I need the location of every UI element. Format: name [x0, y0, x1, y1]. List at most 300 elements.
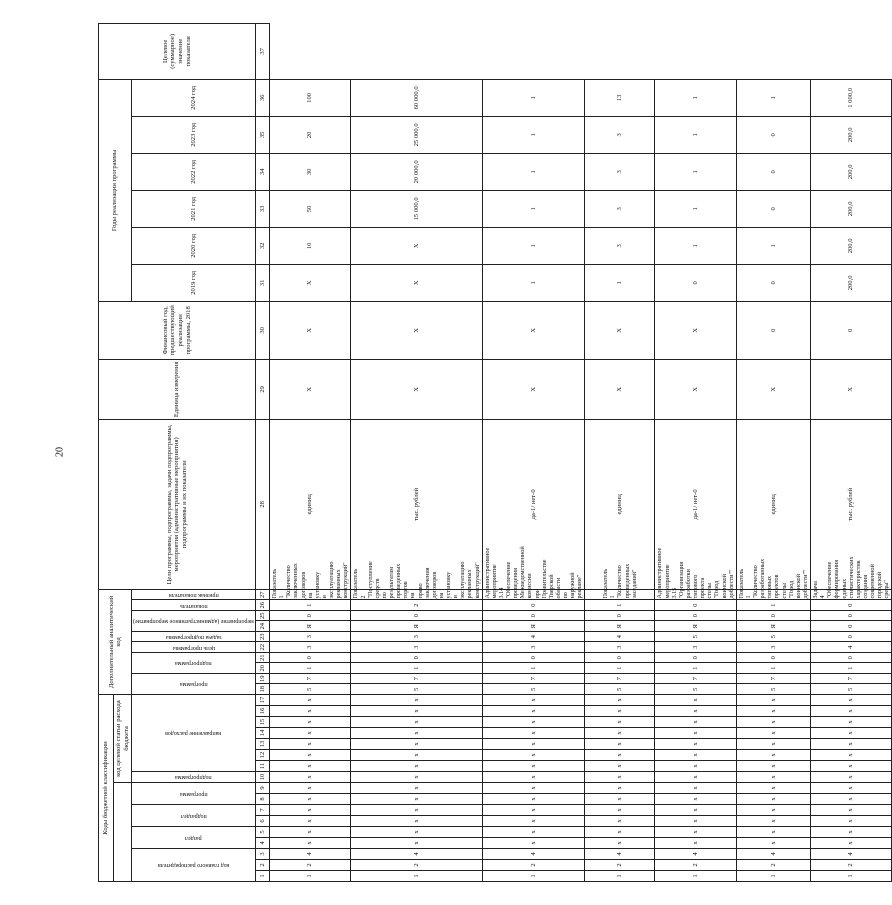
year-value-cell: 15 000,0	[351, 190, 482, 227]
year-value-cell: 20	[270, 116, 351, 153]
code-cell: 1	[736, 663, 810, 674]
total-value-cell: 1	[482, 79, 585, 116]
year-value-cell: 30	[270, 153, 351, 190]
column-number: 20	[256, 663, 270, 674]
column-number: 9	[256, 783, 270, 794]
code-cell: 2	[585, 860, 655, 871]
header-dac-1	[132, 653, 256, 674]
code-cell: 2	[351, 860, 482, 871]
column-number: 2	[256, 860, 270, 871]
header-dac-5	[132, 600, 256, 611]
column-number: 21	[256, 653, 270, 664]
code-cell: 2	[811, 860, 892, 871]
header-year-2: 2021 год	[132, 190, 256, 227]
code-cell: 5	[736, 684, 810, 695]
code-cell: x	[585, 761, 655, 772]
unit-cell: тыс. рублей	[351, 419, 482, 589]
code-cell: x	[482, 805, 585, 816]
table-body	[270, 23, 892, 881]
year-value-cell: 200,0	[811, 190, 892, 227]
total-value-cell: 1	[655, 79, 736, 116]
code-cell: 4	[585, 849, 655, 860]
header-dac-2	[132, 642, 256, 653]
code-cell: x	[482, 717, 585, 728]
code-cell: 7	[736, 674, 810, 685]
code-cell: 0	[655, 600, 736, 611]
code-cell: 5	[351, 684, 482, 695]
header-cbc-0-label: код главного распорядителя	[157, 862, 230, 869]
code-cell: 4	[811, 642, 892, 653]
code-cell: x	[270, 816, 351, 827]
year-value-cell: 1	[655, 227, 736, 264]
code-cell: x	[811, 706, 892, 717]
code-cell: x	[736, 717, 810, 728]
code-cell: Я	[736, 621, 810, 632]
year-value-cell: 10	[270, 227, 351, 264]
unit-cell: тыс. рублей	[811, 419, 892, 589]
year-value-cell: X	[482, 301, 585, 359]
code-cell: x	[736, 761, 810, 772]
year-value-cell: 0	[736, 264, 810, 301]
code-cell: Я	[655, 621, 736, 632]
code-cell: x	[585, 838, 655, 849]
code-cell: x	[351, 805, 482, 816]
code-cell: 0	[585, 611, 655, 622]
code-cell: x	[351, 827, 482, 838]
code-cell: 7	[811, 674, 892, 685]
header-cbc-1-label: раздел	[185, 834, 202, 841]
column-number: 6	[256, 816, 270, 827]
code-cell: 1	[585, 871, 655, 882]
header-dac-6-label: признак показателя	[168, 592, 219, 599]
fin-year-cell: X	[585, 359, 655, 419]
code-cell: x	[736, 706, 810, 717]
header-dac-4	[132, 611, 256, 632]
header-cbc-3	[132, 783, 256, 805]
column-number: 35	[256, 116, 270, 153]
column-number: 36	[256, 79, 270, 116]
header-dac-1-label: подпрограмма	[175, 660, 212, 667]
year-value-cell: 1	[655, 116, 736, 153]
code-cell: x	[811, 827, 892, 838]
fin-year-cell: X	[655, 359, 736, 419]
code-cell: 4	[736, 849, 810, 860]
column-number: 23	[256, 632, 270, 643]
header-goal: Цели программы, подпрограммы, задачи подпрограммы, мероприятия (административные мероприятия) подпрограммы и их показатели	[99, 419, 256, 589]
code-cell: x	[270, 728, 351, 739]
code-cell: x	[351, 750, 482, 761]
column-number: 25	[256, 611, 270, 622]
year-value-cell: 1	[482, 190, 585, 227]
code-cell: x	[351, 838, 482, 849]
code-cell: x	[736, 816, 810, 827]
code-cell: 0	[270, 611, 351, 622]
header-dac-0-label: программа	[179, 681, 208, 688]
code-cell: 4	[482, 849, 585, 860]
code-cell: 3	[585, 642, 655, 653]
indicator-name-cell: Показатель 1 "Количество заключенных договоров на установку и эксплуатацию рекламных конструкций"	[271, 561, 350, 599]
header-cbc-4	[132, 772, 256, 783]
year-value-cell: X	[351, 301, 482, 359]
code-cell: x	[351, 728, 482, 739]
code-cell: 2	[482, 860, 585, 871]
code-cell: 0	[811, 611, 892, 622]
code-cell: 1	[736, 871, 810, 882]
table-row	[655, 23, 736, 881]
code-cell: x	[736, 772, 810, 783]
code-cell: x	[351, 739, 482, 750]
year-value-cell: 1	[655, 190, 736, 227]
code-cell: x	[482, 750, 585, 761]
column-number: 27	[256, 589, 270, 600]
header-year-4: 2023 год	[132, 116, 256, 153]
code-cell: x	[482, 761, 585, 772]
code-cell: 0	[736, 653, 810, 664]
year-value-cell: 50	[270, 190, 351, 227]
code-cell: 7	[351, 674, 482, 685]
code-cell: x	[482, 739, 585, 750]
code-cell: Я	[482, 621, 585, 632]
header-budget-classification: Коды бюджетной классификации	[99, 695, 114, 882]
header-dac-3-label: задача подпрограммы	[165, 634, 222, 641]
code-cell: x	[585, 695, 655, 706]
code-cell: x	[482, 706, 585, 717]
code-cell: x	[736, 695, 810, 706]
table-row	[482, 23, 585, 881]
code-cell: 5	[585, 684, 655, 695]
code-cell: x	[270, 827, 351, 838]
code-cell: x	[585, 717, 655, 728]
code-cell: 1	[736, 600, 810, 611]
indicator-name-cell: Задача 4 "Обеспечение формирования единых стилистических характеристик создания современной городской среды"	[812, 556, 891, 599]
column-number: 32	[256, 227, 270, 264]
code-cell: 0	[351, 653, 482, 664]
column-number: 30	[256, 301, 270, 359]
header-dac-2-label: цель программы	[172, 644, 215, 651]
code-cell: 0	[655, 653, 736, 664]
year-value-cell: 200,0	[811, 153, 892, 190]
code-cell: 2	[270, 860, 351, 871]
code-cell: x	[270, 739, 351, 750]
code-cell: x	[351, 816, 482, 827]
code-cell: 5	[482, 684, 585, 695]
code-cell: x	[811, 816, 892, 827]
year-value-cell: 3	[585, 153, 655, 190]
column-number: 12	[256, 750, 270, 761]
fin-year-cell: X	[482, 359, 585, 419]
column-number: 34	[256, 153, 270, 190]
header-cbc-sub: код целевой статьи расхода бюджета	[114, 695, 132, 783]
code-cell: 5	[811, 684, 892, 695]
code-cell: 0	[482, 600, 585, 611]
code-cell: 1	[811, 871, 892, 882]
code-cell: 3	[482, 642, 585, 653]
year-value-cell: X	[585, 301, 655, 359]
code-cell: 1	[482, 871, 585, 882]
header-dac-3	[132, 632, 256, 643]
code-cell: 4	[585, 632, 655, 643]
header-year-5: 2024 год	[132, 79, 256, 116]
code-cell: 1	[811, 663, 892, 674]
code-cell: x	[585, 728, 655, 739]
code-cell: x	[270, 838, 351, 849]
header-dac-5-label: показатель	[179, 602, 208, 609]
code-cell: x	[655, 783, 736, 794]
year-value-cell: 0	[736, 190, 810, 227]
column-number: 37	[256, 23, 270, 79]
header-cbc-4-label: подпрограмма	[175, 774, 212, 781]
code-cell: x	[585, 794, 655, 805]
code-cell: x	[736, 838, 810, 849]
table-row	[585, 23, 655, 881]
code-cell: x	[811, 695, 892, 706]
code-cell: 1	[655, 663, 736, 674]
indicator-name-cell: Административное мероприятие 3.15 "Организация разработки типового проекта стелы "Город воинской доблести""	[656, 547, 735, 599]
code-cell: Я	[351, 621, 482, 632]
code-cell: x	[655, 794, 736, 805]
header-cbc-5	[132, 695, 256, 772]
code-cell: Я	[270, 621, 351, 632]
indicator-name-cell: Показатель 1 "Количество разработанных типовых проектов стелы "Город воинской доблести""	[737, 558, 809, 599]
code-cell: x	[270, 717, 351, 728]
table-row	[811, 23, 892, 881]
column-number: 3	[256, 849, 270, 860]
code-cell: x	[585, 706, 655, 717]
fin-year-cell: X	[270, 359, 351, 419]
code-cell: x	[655, 838, 736, 849]
year-value-cell: X	[351, 227, 482, 264]
year-value-cell: 1	[736, 227, 810, 264]
column-number: 29	[256, 359, 270, 419]
code-cell: x	[811, 761, 892, 772]
code-cell: x	[585, 750, 655, 761]
year-value-cell: 1	[482, 153, 585, 190]
code-cell: 7	[270, 674, 351, 685]
code-cell: 0	[351, 611, 482, 622]
code-cell: 1	[270, 663, 351, 674]
code-cell: x	[351, 783, 482, 794]
header-year-0: 2019 год	[132, 264, 256, 301]
code-cell: 7	[482, 674, 585, 685]
code-cell: 5	[270, 684, 351, 695]
code-cell: x	[736, 783, 810, 794]
code-cell: x	[811, 750, 892, 761]
column-number: 16	[256, 706, 270, 717]
column-number: 26	[256, 600, 270, 611]
code-cell: x	[482, 783, 585, 794]
code-cell: x	[655, 750, 736, 761]
year-value-cell: 25 000,0	[351, 116, 482, 153]
code-cell: x	[585, 805, 655, 816]
code-cell: 4	[655, 849, 736, 860]
year-value-cell: 1	[585, 264, 655, 301]
code-cell: x	[585, 816, 655, 827]
code-cell: x	[482, 794, 585, 805]
header-dac-4-label: мероприятие (административное мероприятие)	[133, 618, 255, 625]
code-cell: 4	[482, 632, 585, 643]
code-cell: 3	[736, 642, 810, 653]
code-cell: 5	[736, 632, 810, 643]
indicator-name-cell: Показатель 2 "Поступление средств по результатам проведенных торгов на право заключения договоров на установку и эксплуатацию рекламных конструкций"	[352, 561, 481, 599]
code-cell: 2	[351, 600, 482, 611]
header-cbc-2	[132, 805, 256, 827]
year-value-cell: 0	[655, 264, 736, 301]
code-cell: x	[270, 695, 351, 706]
code-cell: 4	[811, 849, 892, 860]
fin-year-cell: X	[351, 359, 482, 419]
code-cell: x	[585, 783, 655, 794]
header-year-1: 2020 год	[132, 227, 256, 264]
code-cell: x	[736, 827, 810, 838]
code-cell: x	[585, 772, 655, 783]
unit-cell: единиц	[585, 419, 655, 589]
code-cell: x	[655, 706, 736, 717]
header-fin-year: Финансовый год, предшествующий реализации программы, 2018	[99, 301, 256, 359]
header-program-years: Годы реализации программы	[99, 79, 132, 301]
page-number: 20	[54, 447, 66, 457]
header-cbc-1	[132, 827, 256, 849]
table-row	[736, 23, 810, 881]
code-cell: 7	[585, 674, 655, 685]
code-cell: 3	[270, 632, 351, 643]
header-cbc-2-label: подраздел	[180, 812, 207, 819]
year-value-cell: 3	[585, 190, 655, 227]
code-cell: x	[585, 827, 655, 838]
code-cell: x	[585, 739, 655, 750]
code-cell: x	[482, 772, 585, 783]
year-value-cell: 1	[655, 153, 736, 190]
table-header	[99, 23, 270, 881]
code-cell: 0	[482, 653, 585, 664]
code-cell: 5	[655, 684, 736, 695]
total-value-cell: 13	[585, 79, 655, 116]
code-cell: 0	[811, 632, 892, 643]
column-number: 10	[256, 772, 270, 783]
year-value-cell: 3	[585, 116, 655, 153]
unit-cell: единиц	[736, 419, 810, 589]
indicator-name-cell: Показатель 1 "Количество проведенных заседаний"	[585, 589, 655, 600]
code-cell: 0	[655, 611, 736, 622]
column-number: 28	[256, 419, 270, 589]
code-cell: 1	[482, 663, 585, 674]
year-value-cell: 200,0	[811, 227, 892, 264]
code-cell: x	[655, 761, 736, 772]
code-cell: x	[655, 772, 736, 783]
column-number: 4	[256, 838, 270, 849]
column-number: 33	[256, 190, 270, 227]
code-cell: x	[270, 706, 351, 717]
year-value-cell: 0	[736, 153, 810, 190]
header-dac-6	[132, 589, 256, 600]
total-value-cell: 60 000,0	[351, 79, 482, 116]
program-indicators-table	[98, 23, 892, 882]
code-cell: 0	[585, 653, 655, 664]
code-cell: x	[351, 794, 482, 805]
column-number: 24	[256, 621, 270, 632]
code-cell: 4	[270, 849, 351, 860]
code-cell: x	[482, 695, 585, 706]
code-cell: x	[655, 717, 736, 728]
total-value-cell: 1 000,0	[811, 79, 892, 116]
total-value-cell: 100	[270, 79, 351, 116]
column-number: 1	[256, 871, 270, 882]
code-cell: x	[270, 761, 351, 772]
code-cell: x	[482, 728, 585, 739]
code-cell: x	[351, 717, 482, 728]
year-value-cell: 0	[811, 301, 892, 359]
code-cell: 1	[270, 871, 351, 882]
column-number: 14	[256, 728, 270, 739]
unit-cell: единиц	[270, 419, 351, 589]
code-cell: 0	[811, 653, 892, 664]
column-number: 31	[256, 264, 270, 301]
year-value-cell: 1	[482, 116, 585, 153]
column-number: 18	[256, 684, 270, 695]
column-number: 5	[256, 827, 270, 838]
code-cell: x	[736, 750, 810, 761]
header-total: Целевое (суммарное) значение показателя	[99, 23, 256, 79]
code-cell: x	[655, 695, 736, 706]
unit-cell: да-1/ нет-0	[482, 419, 585, 589]
header-cbc-5-label: направление расходов	[165, 730, 222, 737]
code-cell: x	[270, 772, 351, 783]
code-cell: 1	[655, 871, 736, 882]
code-cell: 0	[811, 600, 892, 611]
column-number: 15	[256, 717, 270, 728]
indicator-name-cell: Административное мероприятие 3.14 "Обеспечение проведения Межведомственной комиссии при Правительстве Тверской области по наружной рекламе"	[483, 546, 584, 599]
code-cell: x	[351, 761, 482, 772]
code-cell: x	[482, 827, 585, 838]
year-value-cell: 3	[585, 227, 655, 264]
code-cell: 7	[655, 674, 736, 685]
column-number: 13	[256, 739, 270, 750]
code-cell: 2	[736, 860, 810, 871]
year-value-cell: X	[270, 301, 351, 359]
fin-year-cell: X	[811, 359, 892, 419]
code-cell: x	[270, 805, 351, 816]
code-cell: x	[270, 750, 351, 761]
code-cell: 1	[585, 663, 655, 674]
code-cell: x	[270, 794, 351, 805]
code-cell: x	[811, 794, 892, 805]
code-cell: 0	[270, 653, 351, 664]
code-cell: 0	[811, 621, 892, 632]
code-cell: 3	[270, 642, 351, 653]
header-cbc-0	[132, 849, 256, 882]
code-cell: x	[811, 739, 892, 750]
code-cell: x	[736, 805, 810, 816]
year-value-cell: 0	[736, 116, 810, 153]
year-value-cell: 200,0	[811, 264, 892, 301]
year-value-cell: X	[655, 301, 736, 359]
code-cell: x	[655, 805, 736, 816]
header-dac-0	[132, 674, 256, 695]
code-cell: Я	[585, 621, 655, 632]
total-value-cell: 1	[736, 79, 810, 116]
program-indicators-table-rotated	[98, 33, 891, 882]
table-row	[351, 23, 482, 881]
code-cell: x	[811, 838, 892, 849]
code-cell: x	[811, 772, 892, 783]
code-cell: x	[351, 706, 482, 717]
code-cell: x	[736, 739, 810, 750]
code-cell: 1	[351, 663, 482, 674]
code-cell: 3	[655, 642, 736, 653]
code-cell: 2	[655, 860, 736, 871]
column-number: 11	[256, 761, 270, 772]
unit-cell: да-1/ нет-0	[655, 419, 736, 589]
code-cell: 1	[270, 600, 351, 611]
